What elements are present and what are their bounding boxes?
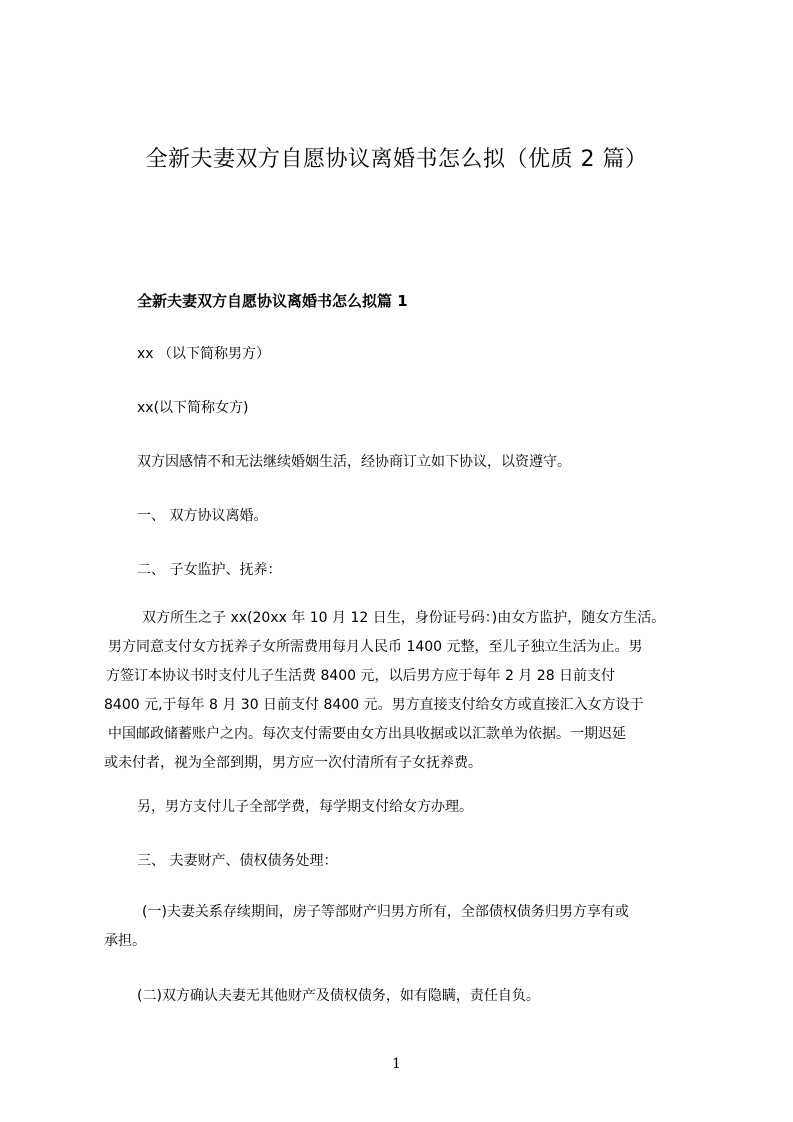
clause-3: 三、 夫妻财产、债权债务处理： [137,853,338,869]
custody-line: 8400 元,于每年 8 月 30 日前支付 8400 元。男方直接支付给女方或直接汇入女方设于 [104,697,644,713]
party-female: xx(以下简称女方) [137,400,249,416]
document-title: 全新夫妻双方自愿协议离婚书怎么拟（优质 2 篇） [145,147,648,172]
page-number: 1 [392,1056,401,1072]
custody-line: 或未付者，视为全部到期，男方应一次付清所有子女抚养费。 [104,755,482,771]
clause-2: 二、 子女监护、抚养： [137,562,282,578]
property-paragraph-2: (二)双方确认夫妻无其他财产及债权债务，如有隐瞒，责任自负。 [137,988,540,1004]
property-paragraph-1 [104,898,704,956]
tuition-paragraph: 另，男方支付儿子全部学费，每学期支付给女方办理。 [137,799,473,815]
party-male: xx （以下简称男方） [137,346,271,362]
custody-line: 双方所生之子 xx(20xx 年 10 月 12 日生，身份证号码：)由女方监护，随女方生活。 [142,610,666,626]
custody-line: 中国邮政储蓄账户之内。每次支付需要由女方出具收据或以汇款单为依据。一期迟延 [108,726,626,742]
custody-line: 男方同意支付女方抚养子女所需费用每月人民币 1400 元整，至儿子独立生活为止。男 [108,639,643,655]
intro-paragraph: 双方因感情不和无法继续婚姻生活，经协商订立如下协议，以资遵守。 [137,454,571,470]
clause-1: 一、 双方协议离婚。 [137,508,268,524]
custody-line: 方签订本协议书时支付儿子生活费 8400 元，以后男方应于每年 2 月 28 日前支付 [106,668,616,684]
section-heading: 全新夫妻双方自愿协议离婚书怎么拟篇 1 [137,292,408,310]
property-line: 承担。 [104,933,146,949]
property-line: (一)夫妻关系存续期间，房子等部财产归男方所有，全部债权债务归男方享有或 [142,904,629,920]
custody-paragraph [104,604,704,778]
